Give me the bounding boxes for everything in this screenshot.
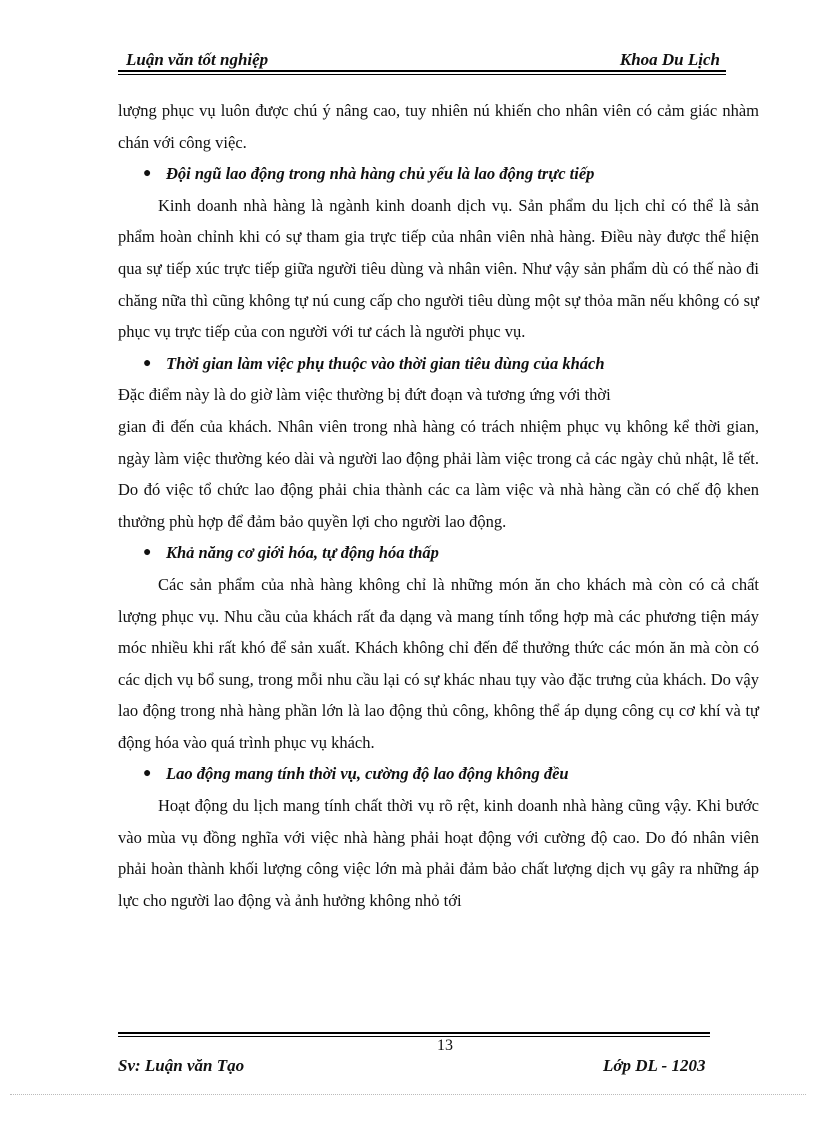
paragraph: gian đi đến của khách. Nhân viên trong nhà hàng có trách nhiệm phục vụ không kể thời gian, ngày làm việc thường kéo dài và người lao động phải làm việc trong cả các ngày chủ nhật, lễ tết. Do đó việc tổ chức lao động phải chia thành các ca làm việc và nhà hàng cần có chế độ khen thưởng phù hợp để đảm bảo quyền lợi cho người lao động. — [118, 416, 759, 531]
bullet-icon: ● — [143, 766, 152, 782]
page-number: 13 — [437, 1037, 453, 1054]
paragraph: lượng phục vụ luôn được chú ý nâng cao, tuy nhiên nú khiến cho nhân viên có cảm giác nhàm chán với công việc. — [118, 101, 759, 152]
bullet-icon: ● — [143, 355, 152, 371]
section-heading — [118, 348, 759, 380]
bullet-icon: ● — [143, 545, 152, 561]
section-heading-text: Khả năng cơ giới hóa, tự động hóa thấp — [166, 543, 439, 563]
section-heading-text: Lao động mang tính thời vụ, cường độ lao động không đều — [166, 764, 569, 784]
section-heading — [118, 758, 759, 790]
section-heading-text: Thời gian làm việc phụ thuộc vào thời gian tiêu dùng của khách — [166, 353, 605, 373]
paragraph: Kinh doanh nhà hàng là ngành kinh doanh dịch vụ. Sản phẩm du lịch chỉ có thể là sản phẩm hoàn chỉnh khi có sự tham gia trực tiếp của nhân viên nhà hàng. Điều này được thể hiện qua sự tiếp xúc trực tiếp giữa người tiêu dùng và nhân viên. Như vậy sản phẩm dù có thế nào đi chăng nữa thì cũng không tự nú cung cấp cho người tiêu dùng một sự thỏa mãn nếu không có sự phục vụ trực tiếp của con người với tư cách là người phục vụ. — [118, 195, 759, 342]
section-heading — [118, 158, 759, 190]
page-header — [118, 46, 726, 72]
footer-rule-thick — [118, 1032, 710, 1034]
footer-rule-thin — [118, 1036, 710, 1037]
paragraph: Hoạt động du lịch mang tính chất thời vụ rõ rệt, kinh doanh nhà hàng cũng vậy. Khi bước vào mùa vụ đồng nghĩa với việc nhà hàng phải hoạt động với cường độ cao. Do đó nhân viên phải hoàn thành khối lượng công việc lớn mà phải đảm bảo chất lượng dịch vụ gây ra những áp lực cho người lao động và ảnh hưởng không nhỏ tới — [118, 796, 759, 910]
footer-class: Lớp DL - 1203 — [603, 1056, 706, 1075]
page-bottom-divider — [10, 1094, 806, 1095]
header-rule-thick — [118, 70, 726, 72]
header-rule-thin — [118, 74, 726, 75]
header-thesis-title: Luận văn tốt nghiệp — [126, 50, 269, 69]
paragraph: Đặc điểm này là do giờ làm việc thường bị đứt đoạn và tương ứng với thời — [118, 385, 611, 405]
paragraph: Các sản phẩm của nhà hàng không chỉ là những món ăn cho khách mà còn có cả chất lượng phục vụ. Nhu cầu của khách rất đa dạng và mang tính tổng hợp mà các phương tiện máy móc nhiều khi rất khó để sản xuất. Khách không chỉ đến để thưởng thức các món ăn mà còn có các dịch vụ bổ sung, trong mỗi nhu cầu lại có sự khác nhau tụy vào đặc trưng của khách. Do vậy lao động trong nhà hàng phần lớn là lao động thủ công, không thể áp dụng công cụ cơ khí và tự động hóa vào quá trình phục vụ khách. — [118, 574, 759, 752]
bullet-icon: ● — [143, 166, 152, 182]
body-text — [118, 95, 759, 916]
header-faculty: Khoa Du Lịch — [619, 50, 720, 69]
footer-student-name: Sv: Luận văn Tạo — [118, 1056, 245, 1075]
section-heading — [118, 537, 759, 569]
section-heading-text: Đội ngũ lao động trong nhà hàng chủ yếu là lao động trực tiếp — [166, 164, 595, 184]
